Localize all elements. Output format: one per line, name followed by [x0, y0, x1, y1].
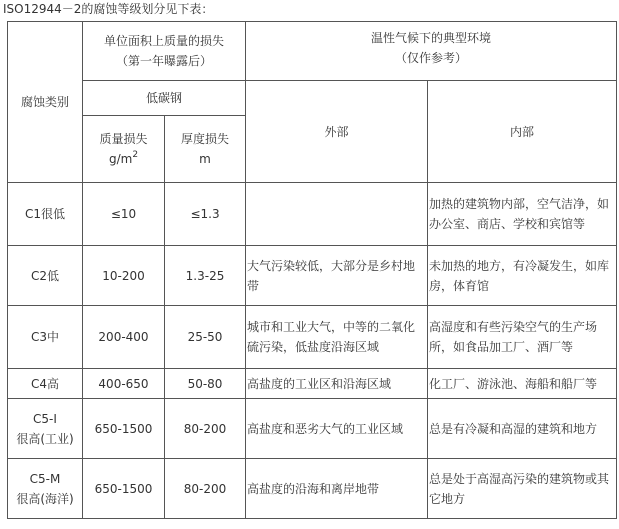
- thickness-loss-cell: 1.3-25: [165, 246, 246, 306]
- table-row: [8, 369, 617, 399]
- outdoor-cell: 城市和工业大气，中等的二氧化硫污染，低盐度沿海区域: [246, 306, 428, 369]
- header-outdoor: [246, 81, 428, 183]
- indoor-cell: 未加热的地方，有冷凝发生，如库房，体育馆: [428, 246, 617, 306]
- category-cell: [8, 306, 83, 369]
- outdoor-cell: 高盐度和恶劣大气的工业区域: [246, 399, 428, 459]
- mass-loss-cell: 650-1500: [83, 459, 165, 519]
- corrosion-category-table: [7, 21, 617, 519]
- header-category-label: 腐蚀类别: [20, 95, 69, 109]
- table-row: [8, 246, 617, 306]
- indoor-cell: 高湿度和有些污染空气的生产场所，如食品加工厂、酒厂等: [428, 306, 617, 369]
- category-cell: [8, 459, 83, 519]
- category-cell: [8, 399, 83, 459]
- indoor-cell: 化工厂、游泳池、海船和船厂等: [428, 369, 617, 399]
- header-steel: [83, 81, 246, 116]
- header-indoor-label: 内部: [510, 124, 535, 139]
- header-mass-unit-exponent: 2: [132, 150, 139, 160]
- header-thickness-unit: m: [199, 152, 211, 166]
- header-mass-unit: [83, 149, 164, 169]
- mass-loss-cell: ≤10: [83, 183, 165, 246]
- category-label: C5-I: [33, 411, 57, 426]
- category-sublabel: 很高(工业): [16, 431, 74, 446]
- header-thickness-loss: [165, 116, 246, 183]
- header-row-1: [8, 22, 617, 81]
- mass-loss-cell: 200-400: [83, 306, 165, 369]
- table-caption: ISO12944－2的腐蚀等级划分见下表：: [3, 2, 214, 16]
- table-row: [8, 459, 617, 519]
- outdoor-cell: 大气污染较低，大部分是乡村地带: [246, 246, 428, 306]
- category-sublabel: 很高(海洋): [16, 491, 74, 506]
- table-row: [8, 306, 617, 369]
- thickness-loss-cell: 50-80: [165, 369, 246, 399]
- header-thickness-loss-label: 厚度损失: [181, 132, 230, 146]
- category-cell: [8, 246, 83, 306]
- mass-loss-cell: 10-200: [83, 246, 165, 306]
- header-environment-line1: 温性气候下的典型环境: [371, 31, 492, 45]
- thickness-loss-cell: 25-50: [165, 306, 246, 369]
- category-label: C1很低: [24, 207, 65, 221]
- thickness-loss-cell: ≤1.3: [165, 183, 246, 246]
- category-label: C3中: [30, 330, 59, 344]
- indoor-cell: 加热的建筑物内部，空气洁净，如办公室、商店、学校和宾馆等: [428, 183, 617, 246]
- indoor-cell: 总是处于高湿高污染的建筑物或其它地方: [428, 459, 617, 519]
- header-mass-unit-base: g/m: [108, 152, 133, 166]
- header-indoor: [428, 81, 617, 183]
- category-label: C5-M: [29, 471, 61, 486]
- table-row: [8, 183, 617, 246]
- thickness-loss-cell: 80-200: [165, 399, 246, 459]
- category-cell: [8, 183, 83, 246]
- header-environment-line2: （仅作参考）: [395, 51, 468, 65]
- thickness-loss-cell: 80-200: [165, 459, 246, 519]
- header-row-2: [8, 81, 617, 116]
- header-mass-loss-line2: （第一年曝露后）: [116, 54, 213, 68]
- table-row: [8, 399, 617, 459]
- outdoor-cell: 高盐度的沿海和离岸地带: [246, 459, 428, 519]
- header-mass-loss-line1: 单位面积上质量的损失: [104, 34, 225, 48]
- indoor-cell: 总是有冷凝和高湿的建筑和地方: [428, 399, 617, 459]
- header-category: [8, 22, 83, 183]
- header-mass-loss: [83, 116, 165, 183]
- header-steel-label: 低碳钢: [146, 91, 183, 105]
- mass-loss-cell: 400-650: [83, 369, 165, 399]
- outdoor-cell: 高盐度的工业区和沿海区域: [246, 369, 428, 399]
- category-label: C2低: [30, 268, 59, 283]
- outdoor-cell: [246, 183, 428, 246]
- header-mass-loss-group: [83, 22, 246, 81]
- header-outdoor-label: 外部: [324, 124, 349, 139]
- mass-loss-cell: 650-1500: [83, 399, 165, 459]
- header-mass-loss-label: 质量损失: [99, 132, 148, 146]
- category-cell: [8, 369, 83, 399]
- category-label: C4高: [30, 376, 59, 391]
- header-environment-group: [246, 22, 617, 81]
